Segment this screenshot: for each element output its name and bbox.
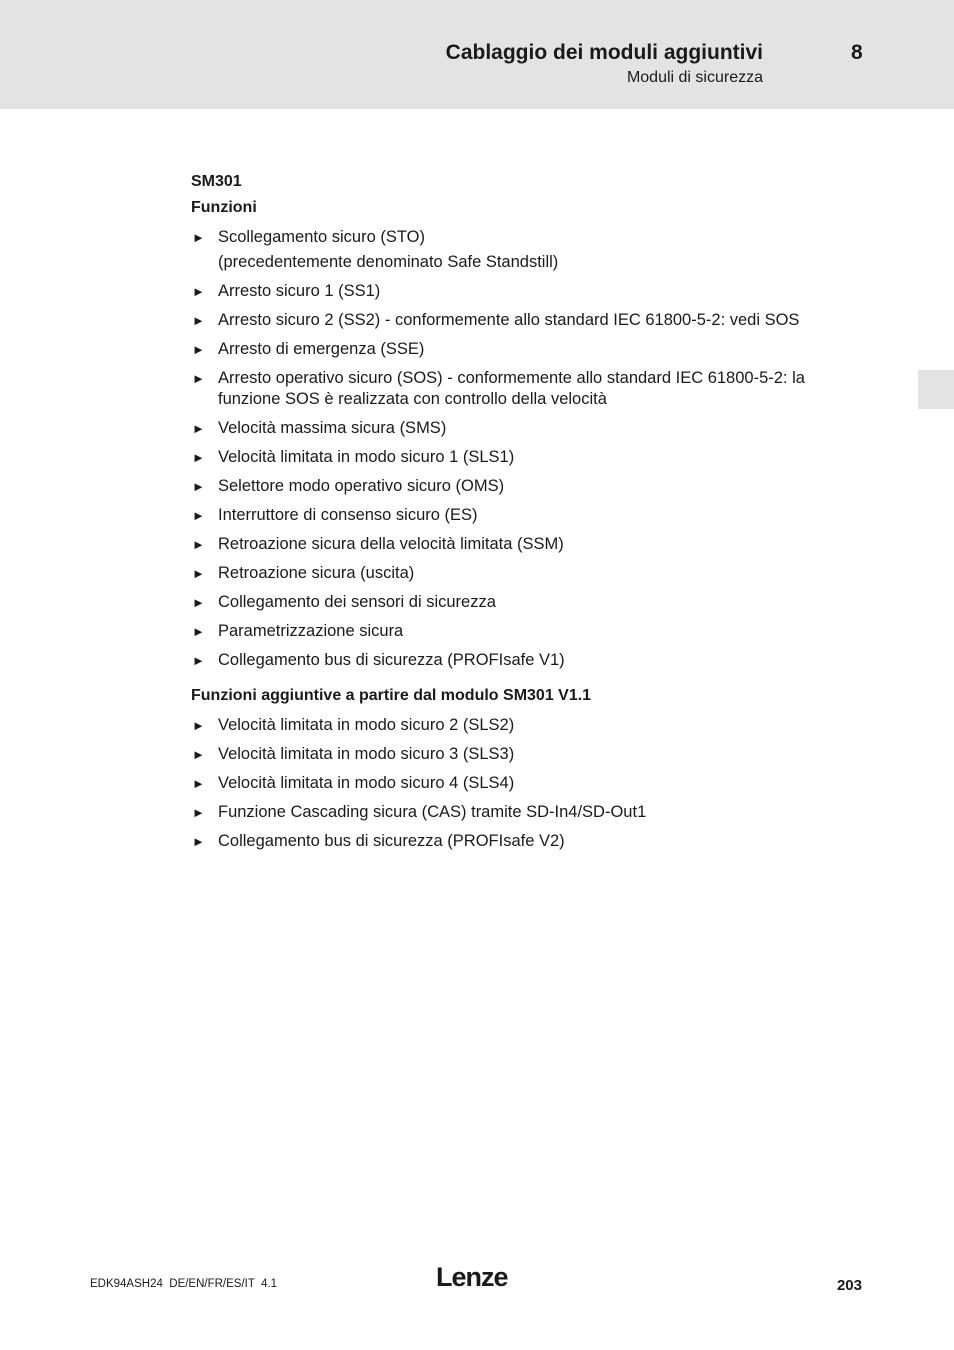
list-item-text: Parametrizzazione sicura [218,622,404,640]
page-header [0,0,954,109]
list-item-text: Selettore modo operativo sicuro (OMS) [218,477,505,495]
list-item-text: Velocità limitata in modo sicuro 1 (SLS1) [218,448,515,466]
list-item [191,650,841,671]
list-item [191,281,841,302]
list-item [191,418,841,439]
page-content [191,173,841,860]
list-item [191,447,841,468]
bullet-arrow-icon: ► [192,805,205,820]
list-item [191,831,841,852]
bullet-arrow-icon: ► [192,718,205,733]
list-item-text: Collegamento dei sensori di sicurezza [218,593,496,611]
bullet-arrow-icon: ► [192,747,205,762]
module-heading: SM301 [191,173,242,190]
list-item-text: Collegamento bus di sicurezza (PROFIsafe V2) [218,832,565,850]
chapter-subtitle: Moduli di sicurezza [626,69,763,86]
chapter-side-tab [918,370,954,409]
functions-heading: Funzioni [191,199,257,216]
list-item [191,773,841,794]
lenze-logo: Lenze [436,1262,508,1292]
list-item [191,227,841,273]
list-item-text: Arresto operativo sicuro (SOS) - conformemente allo standard IEC 61800-5-2: la funzione SOS è realizzata con controllo della velocità [218,369,805,408]
list-item-text: Retroazione sicura (uscita) [218,564,415,582]
bullet-arrow-icon: ► [192,450,205,465]
list-item-text: Scollegamento sicuro (STO) [218,228,425,246]
list-item [191,715,841,736]
bullet-arrow-icon: ► [192,284,205,299]
bullet-arrow-icon: ► [192,421,205,436]
additional-functions-list [191,715,841,852]
bullet-arrow-icon: ► [192,371,205,386]
bullet-arrow-icon: ► [192,342,205,357]
list-item-text: Arresto sicuro 2 (SS2) - conformemente allo standard IEC 61800-5-2: vedi SOS [218,311,800,329]
list-item-text: Retroazione sicura della velocità limitata (SSM) [218,535,564,553]
list-item [191,534,841,555]
bullet-arrow-icon: ► [192,653,205,668]
list-item-text: Arresto di emergenza (SSE) [218,340,425,358]
list-item-text: Funzione Cascading sicura (CAS) tramite SD-In4/SD-Out1 [218,803,647,821]
bullet-arrow-icon: ► [192,566,205,581]
list-item [191,744,841,765]
bullet-arrow-icon: ► [192,776,205,791]
list-item-text: Velocità massima sicura (SMS) [218,419,447,437]
list-item-text: Velocità limitata in modo sicuro 4 (SLS4) [218,774,515,792]
chapter-number: 8 [851,41,863,64]
list-item [191,310,841,331]
list-item-text: Collegamento bus di sicurezza (PROFIsafe V1) [218,651,565,669]
list-item [191,802,841,823]
bullet-arrow-icon: ► [192,595,205,610]
functions-list [191,227,841,671]
bullet-arrow-icon: ► [192,479,205,494]
bullet-arrow-icon: ► [192,230,205,245]
document-id: EDK94ASH24 DE/EN/FR/ES/IT 4.1 [90,1278,278,1290]
list-item-text: Interruttore di consenso sicuro (ES) [218,506,478,524]
list-item [191,592,841,613]
list-item [191,621,841,642]
list-item [191,505,841,526]
list-item [191,339,841,360]
list-item [191,368,841,410]
bullet-arrow-icon: ► [192,313,205,328]
list-item-text: Velocità limitata in modo sicuro 2 (SLS2) [218,716,515,734]
bullet-arrow-icon: ► [192,508,205,523]
list-item-text-continued: (precedentemente denominato Safe Standstill) [218,253,559,271]
list-item [191,476,841,497]
chapter-title: Cablaggio dei moduli aggiuntivi [445,41,763,64]
list-item [191,563,841,584]
bullet-arrow-icon: ► [192,624,205,639]
bullet-arrow-icon: ► [192,537,205,552]
list-item-text: Velocità limitata in modo sicuro 3 (SLS3) [218,745,515,763]
page-number: 203 [836,1277,862,1294]
additional-functions-heading: Funzioni aggiuntive a partire dal modulo SM301 V1.1 [191,687,592,704]
bullet-arrow-icon: ► [192,834,205,849]
list-item-text: Arresto sicuro 1 (SS1) [218,282,381,300]
